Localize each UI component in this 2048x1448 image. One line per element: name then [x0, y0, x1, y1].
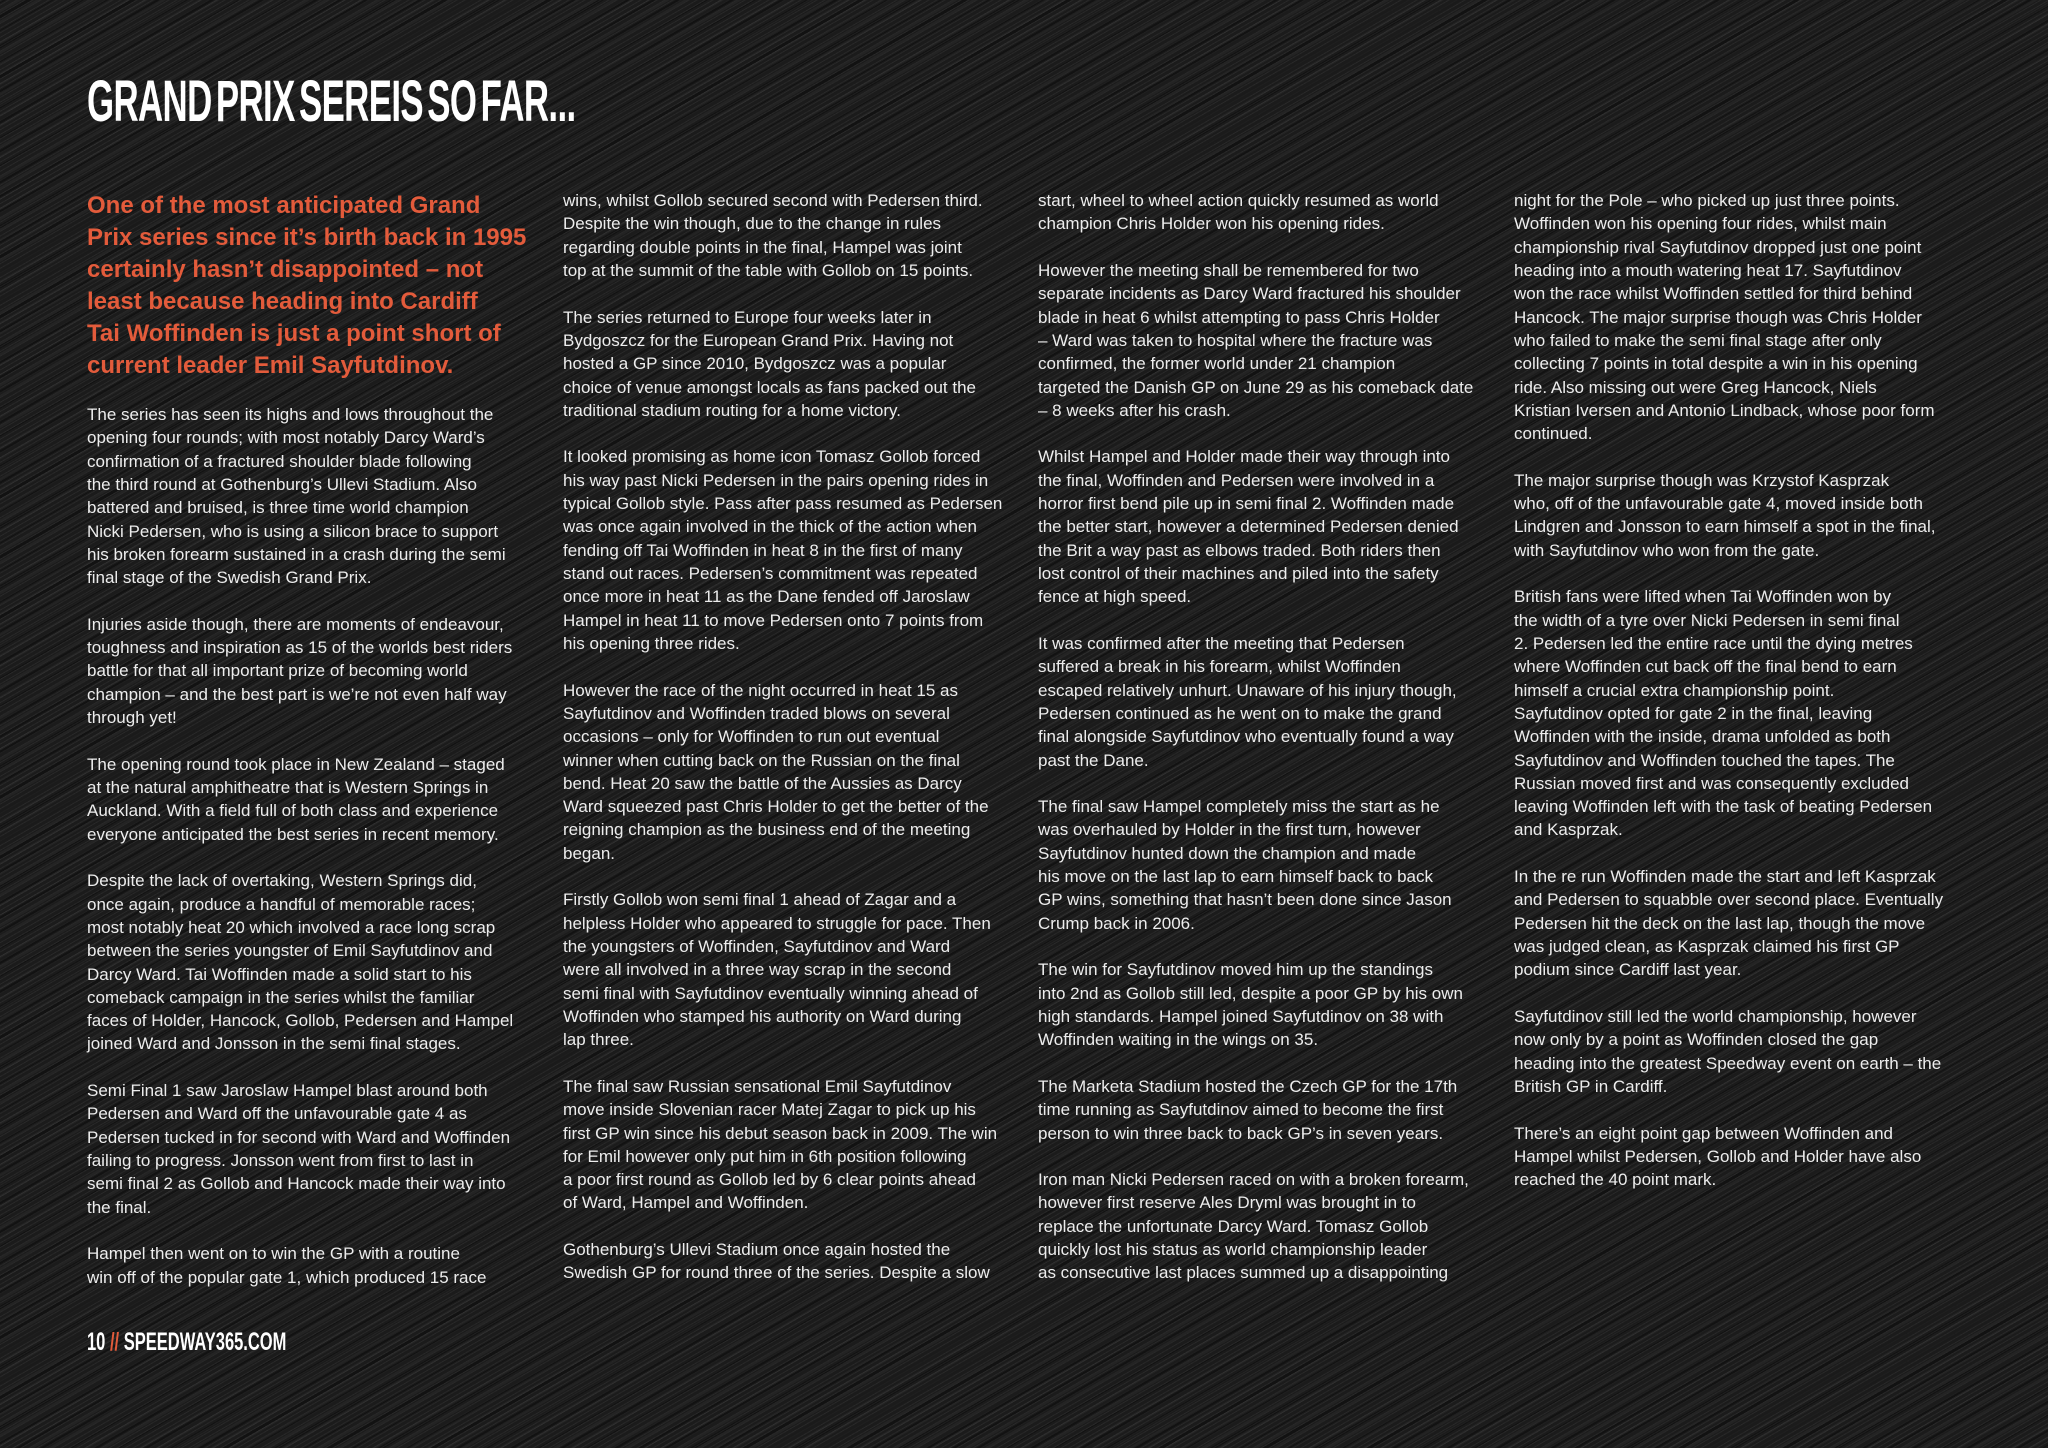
article-paragraph: Semi Final 1 saw Jaroslaw Hampel blast around both Pedersen and Ward off the unfavourable gate 4 as Pedersen tucked in for second with Ward and Woffinden failing to progress. Jonsson went from first to last in semi final 2 as Gollob and Hancock made their way into the final. — [87, 1081, 511, 1217]
footer-separator: // — [109, 1328, 120, 1356]
article-column-1 — [87, 190, 537, 1312]
article-column-4 — [1514, 189, 1964, 1215]
article-paragraph: The opening round took place in New Zealand – staged at the natural amphitheatre that is Western Springs in Auckland. With a field full of both class and experience everyone anticipated the best series in recent memory. — [87, 754, 505, 844]
article-paragraph: In the re run Woffinden made the start and left Kasprzak and Pedersen to squabble over second place. Eventually Pedersen hit the deck on the last lap, though the move was judged clean, as Kasprzak claimed his first GP podium since Cardiff last year. — [1514, 867, 1944, 980]
article-paragraph: The series returned to Europe four weeks later in Bydgoszcz for the European Grand Prix. Having not hosted a GP since 2010, Bydgoszcz was a popular choice of venue amongst locals as fans packed out the traditional stadium routing for a home victory. — [563, 307, 976, 420]
article-paragraph: It looked promising as home icon Tomasz Gollob forced his way past Nicki Pedersen in the pairs opening rides in typical Gollob style. Pass after pass resumed as Pedersen was once again involved in the thick of the action when fending off Tai Woffinden in heat 8 in the first of many stand out races. Pedersen’s commitment was repeated once more in heat 11 as the Dane fended off Jaroslaw Hampel in heat 11 to move Pedersen onto 7 points from his opening three rides. — [563, 447, 1003, 653]
article-paragraph: wins, whilst Gollob secured second with Pedersen third. Despite the win though, due to the change in rules regarding double points in the final, Hampel was joint top at the summit of the table with Gollob on 15 points. — [563, 191, 983, 280]
article-paragraph: Gothenburg’s Ullevi Stadium once again hosted the Swedish GP for round three of the series. Despite a slow — [563, 1240, 990, 1283]
article-column-2 — [563, 189, 1013, 1308]
page-number: 10 — [87, 1328, 106, 1356]
article-paragraph: The Marketa Stadium hosted the Czech GP for the 17th time running as Sayfutdinov aimed to become the first person to win three back to back GP’s in seven years. — [1038, 1076, 1458, 1143]
article-paragraph: night for the Pole – who picked up just three points. Woffinden won his opening four rides, whilst main championship rival Sayfutdinov dropped just one point heading into a mouth watering heat 17. Sayfutdinov won the race whilst Woffinden settled for third behind Hancock. The major surprise though was Chris Holder who failed to make the semi final stage after only collecting 7 points in total despite a win in his opening ride. Also missing out were Greg Hancock, Niels Kristian Iversen and Antonio Lindback, whose poor form continued. — [1514, 191, 1935, 444]
article-paragraph: Iron man Nicki Pedersen raced on with a broken forearm, however first reserve Ales Dryml was brought in to replace the unfortunate Darcy Ward. Tomasz Gollob quickly lost his status as world championship leader as consecutive last places summed up a disappointing — [1038, 1170, 1469, 1283]
article-intro: One of the most anticipated Grand Prix series since it’s birth back in 1995 certainly hasn’t disappointed – not least because heading into Cardiff Tai Woffinden is just a point short of current leader Emil Sayfutdinov. — [87, 192, 527, 379]
article-paragraph: Hampel then went on to win the GP with a routine win off of the popular gate 1, which produced 15 race — [87, 1244, 487, 1287]
article-paragraph: British fans were lifted when Tai Woffinden won by the width of a tyre over Nicki Pedersen in semi final 2. Pedersen led the entire race until the dying metres where Woffinden cut back off the final bend to earn himself a crucial extra championship point. Sayfutdinov opted for gate 2 in the final, leaving Woffinden with the inside, drama unfolded as both Sayfutdinov and Woffinden touched the tapes. The Russian moved first and was consequently excluded leaving Woffinden left with the task of beating Pedersen and Kasprzak. — [1514, 587, 1933, 840]
article-paragraph: start, wheel to wheel action quickly resumed as world champion Chris Holder won his opening rides. — [1038, 191, 1439, 234]
article-paragraph: However the race of the night occurred in heat 15 as Sayfutdinov and Woffinden traded blows on several occasions – only for Woffinden to run out eventual winner when cutting back on the Russian on the final bend. Heat 20 saw the battle of the Aussies as Darcy Ward squeezed past Chris Holder to get the better of the reigning champion as the business end of the meeting began. — [563, 680, 989, 863]
article-paragraph: The final saw Hampel completely miss the start as he was overhauled by Holder in the first turn, however Sayfutdinov hunted down the champion and made his move on the last lap to earn himself back to back GP wins, something that hasn’t been done since Jason Crump back in 2006. — [1038, 797, 1452, 933]
article-paragraph: The series has seen its highs and lows throughout the opening four rounds; with most notably Darcy Ward’s confirmation of a fractured shoulder blade following the third round at Gothenburg’s Ullevi Stadium. Also battered and bruised, is three time world champion Nicki Pedersen, who is using a silicon brace to support his broken forearm sustained in a crash during the semi final stage of the Swedish Grand Prix. — [87, 405, 506, 588]
article-paragraph: Despite the lack of overtaking, Western Springs did, once again, produce a handful of memorable races; most notably heat 20 which involved a race long scrap between the series youngster of Emil Sayfutdinov and Darcy Ward. Tai Woffinden made a solid start to his comeback campaign in the series whilst the familiar faces of Holder, Hancock, Gollob, Pedersen and Hampel joined Ward and Jonsson in the semi final stages. — [87, 871, 514, 1054]
article-column-3 — [1038, 189, 1488, 1308]
site-name: SPEEDWAY365.COM — [123, 1328, 287, 1356]
article-paragraph: The major surprise though was Krzystof Kasprzak who, off of the unfavourable gate 4, moved inside both Lindgren and Jonsson to earn himself a spot in the final, with Sayfutdinov who won from the gate. — [1514, 470, 1936, 560]
article-paragraph: Sayfutdinov still led the world championship, however now only by a point as Woffinden closed the gap heading into the greatest Speedway event on earth – the British GP in Cardiff. — [1514, 1006, 1942, 1096]
article-paragraph: Firstly Gollob won semi final 1 ahead of Zagar and a helpless Holder who appeared to struggle for pace. Then the youngsters of Woffinden, Sayfutdinov and Ward were all involved in a three way scrap in the second semi final with Sayfutdinov eventually winning ahead of Woffinden who stamped his authority on Ward during lap three. — [563, 890, 991, 1050]
article-paragraph: However the meeting shall be remembered for two separate incidents as Darcy Ward fractured his shoulder blade in heat 6 whilst attempting to pass Chris Holder – Ward was taken to hospital where the fracture was confirmed, the former world under 21 champion targeted the Danish GP on June 29 as his comeback date – 8 weeks after his crash. — [1038, 260, 1474, 420]
page-title: GRAND PRIX SEREIS SO FAR... — [87, 69, 576, 134]
page-footer — [87, 1330, 286, 1355]
article-paragraph: The win for Sayfutdinov moved him up the standings into 2nd as Gollob still led, despite a poor GP by his own high standards. Hampel joined Sayfutdinov on 38 with Woffinden waiting in the wings on 35. — [1038, 960, 1463, 1050]
article-paragraph: Whilst Hampel and Holder made their way through into the final, Woffinden and Pedersen were involved in a horror first bend pile up in semi final 2. Woffinden made the better start, however a determined Pedersen denied the Brit a way past as elbows traded. Both riders then lost control of their machines and piled into the safety fence at high speed. — [1038, 447, 1459, 607]
article-paragraph: The final saw Russian sensational Emil Sayfutdinov move inside Slovenian racer Matej Zagar to pick up his first GP win since his debut season back in 2009. The win for Emil however only put him in 6th position following a poor first round as Gollob led by 6 clear points ahead of Ward, Hampel and Woffinden. — [563, 1076, 998, 1213]
article-paragraph: Injuries aside though, there are moments of endeavour, toughness and inspiration as 15 of the worlds best riders battle for that all important prize of becoming world champion – and the best part is we’re not even half way through yet! — [87, 614, 513, 728]
article-paragraph: It was confirmed after the meeting that Pedersen suffered a break in his forearm, whilst Woffinden escaped relatively unhurt. Unaware of his injury though, Pedersen continued as he went on to make the grand final alongside Sayfutdinov who eventually found a way past the Dane. — [1038, 633, 1457, 770]
article-paragraph: There’s an eight point gap between Woffinden and Hampel whilst Pedersen, Gollob and Holder have also reached the 40 point mark. — [1514, 1123, 1922, 1190]
